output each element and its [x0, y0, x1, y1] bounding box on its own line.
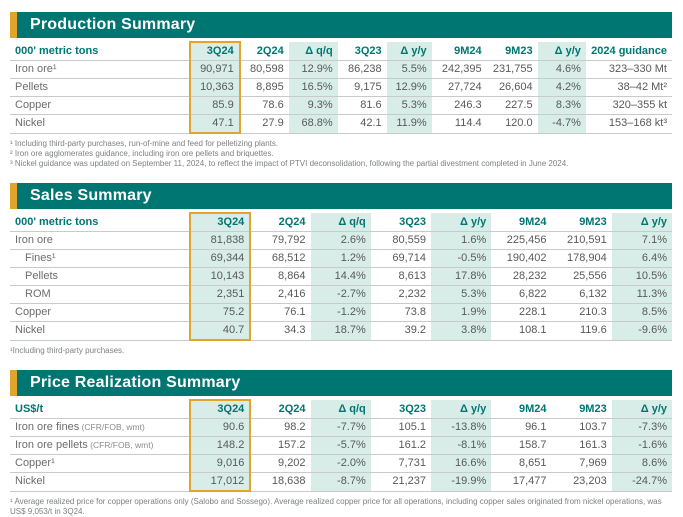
- column-header: 9M24: [491, 213, 551, 232]
- table-row: [10, 473, 672, 492]
- value-cell: 1.9%: [431, 304, 491, 322]
- value-cell: 4.2%: [538, 79, 586, 97]
- row-label-text: Pellets: [25, 270, 59, 282]
- value-cell: 190,402: [491, 250, 551, 268]
- table-row: [10, 322, 672, 341]
- value-cell: 12.9%: [387, 79, 432, 97]
- gold-accent-bar: [10, 12, 17, 38]
- value-cell: 38–42 Mt²: [586, 79, 672, 97]
- column-header: 2Q24: [240, 42, 289, 61]
- value-cell: 7.1%: [612, 232, 672, 250]
- value-cell: 9,175: [338, 79, 387, 97]
- value-cell: -19.9%: [431, 473, 491, 492]
- value-cell: 85.9: [190, 97, 240, 115]
- value-cell: 227.5: [487, 97, 538, 115]
- value-cell: 323–330 Mt: [586, 61, 672, 79]
- value-cell: 231,755: [487, 61, 538, 79]
- row-label: [10, 286, 190, 304]
- value-cell: 3.8%: [431, 322, 491, 341]
- column-header: 3Q23: [371, 213, 431, 232]
- value-cell: 228.1: [491, 304, 551, 322]
- column-header: 3Q23: [371, 400, 431, 419]
- row-label-note: (CFR/FOB, wmt): [87, 440, 154, 450]
- value-cell: 80,598: [240, 61, 289, 79]
- value-cell: 9,202: [250, 455, 310, 473]
- value-cell: 114.4: [432, 115, 487, 134]
- value-cell: 10.5%: [612, 268, 672, 286]
- value-cell: 12.9%: [289, 61, 338, 79]
- price-footnotes: [10, 497, 672, 517]
- value-cell: 5.3%: [387, 97, 432, 115]
- value-cell: 23,203: [551, 473, 611, 492]
- value-cell: -2.7%: [311, 286, 371, 304]
- table-row: [10, 115, 672, 134]
- value-cell: 75.2: [190, 304, 250, 322]
- value-cell: 8.6%: [612, 455, 672, 473]
- value-cell: 103.7: [551, 419, 611, 437]
- footnote-line: ¹Including third-party purchases.: [10, 346, 125, 355]
- value-cell: 7,731: [371, 455, 431, 473]
- value-cell: 81,838: [190, 232, 250, 250]
- table-header-row: [10, 213, 672, 232]
- column-header: 9M24: [491, 400, 551, 419]
- value-cell: -9.6%: [612, 322, 672, 341]
- value-cell: 69,714: [371, 250, 431, 268]
- footnote-line: ¹ Average realized price for copper operations only (Salobo and Sossego). Average realized copper price for all operations, including copper sales originated from nickel operations, was US$ 9,053/t in 3Q24.: [10, 497, 662, 516]
- value-cell: 119.6: [551, 322, 611, 341]
- column-header: Δ q/q: [311, 400, 371, 419]
- value-cell: 2.6%: [311, 232, 371, 250]
- value-cell: 90.6: [190, 419, 250, 437]
- table-row: [10, 232, 672, 250]
- row-label: [10, 455, 190, 473]
- value-cell: 96.1: [491, 419, 551, 437]
- value-cell: 73.8: [371, 304, 431, 322]
- value-cell: 27.9: [240, 115, 289, 134]
- value-cell: 98.2: [250, 419, 310, 437]
- value-cell: 8,613: [371, 268, 431, 286]
- value-cell: 242,395: [432, 61, 487, 79]
- gold-accent-bar: [10, 183, 17, 209]
- table-row: [10, 286, 672, 304]
- row-label: [10, 61, 190, 79]
- table-row: [10, 79, 672, 97]
- column-header: Δ y/y: [538, 42, 586, 61]
- value-cell: 105.1: [371, 419, 431, 437]
- value-cell: 2,351: [190, 286, 250, 304]
- footnote-line: ³ Nickel guidance was updated on September 11, 2024, to reflect the impact of PTVI deconsolidation, following the partial divestment completed in June 2024.: [10, 159, 569, 168]
- value-cell: 17.8%: [431, 268, 491, 286]
- value-cell: 11.9%: [387, 115, 432, 134]
- gold-accent-bar: [10, 370, 17, 396]
- row-label-text: Nickel: [15, 475, 45, 488]
- value-cell: 8.5%: [612, 304, 672, 322]
- value-cell: 78.6: [240, 97, 289, 115]
- value-cell: 5.5%: [387, 61, 432, 79]
- value-cell: 40.7: [190, 322, 250, 341]
- footnote-line: ² Iron ore agglomerates guidance, including iron ore pellets and briquettes.: [10, 149, 274, 158]
- production-footnotes: [10, 139, 672, 169]
- column-header: Δ y/y: [612, 400, 672, 419]
- table-body: [10, 232, 672, 341]
- value-cell: 18.7%: [311, 322, 371, 341]
- value-cell: -13.8%: [431, 419, 491, 437]
- value-cell: 246.3: [432, 97, 487, 115]
- column-header: 3Q24: [190, 213, 250, 232]
- value-cell: 157.2: [250, 437, 310, 455]
- row-label-text: Pellets: [15, 81, 49, 93]
- production-summary-section: [10, 12, 672, 169]
- row-label-text: Iron ore pellets: [15, 439, 88, 451]
- value-cell: 8,651: [491, 455, 551, 473]
- column-header: 2Q24: [250, 400, 310, 419]
- row-label: [10, 97, 190, 115]
- row-label: [10, 419, 190, 437]
- value-cell: 42.1: [338, 115, 387, 134]
- row-label-text: Iron ore fines: [15, 421, 80, 433]
- value-cell: 8,864: [250, 268, 310, 286]
- row-label-text: Iron ore: [15, 234, 53, 246]
- value-cell: 86,238: [338, 61, 387, 79]
- value-cell: -7.7%: [311, 419, 371, 437]
- table-row: [10, 304, 672, 322]
- table-body: [10, 419, 672, 492]
- row-label-text: Fines¹: [25, 252, 56, 264]
- value-cell: 10,363: [190, 79, 240, 97]
- value-cell: 6,822: [491, 286, 551, 304]
- value-cell: 5.3%: [431, 286, 491, 304]
- value-cell: -8.7%: [311, 473, 371, 492]
- value-cell: 14.4%: [311, 268, 371, 286]
- value-cell: 26,604: [487, 79, 538, 97]
- value-cell: 9.3%: [289, 97, 338, 115]
- table-row: [10, 268, 672, 286]
- sales-title-bar: [10, 183, 672, 209]
- value-cell: -2.0%: [311, 455, 371, 473]
- row-label-text: ROM: [25, 288, 51, 300]
- column-header: 9M23: [487, 42, 538, 61]
- value-cell: -4.7%: [538, 115, 586, 134]
- value-cell: 21,237: [371, 473, 431, 492]
- column-header: Δ y/y: [612, 213, 672, 232]
- value-cell: 1.6%: [431, 232, 491, 250]
- row-label-text: Nickel: [15, 324, 45, 337]
- value-cell: 210.3: [551, 304, 611, 322]
- value-cell: 16.5%: [289, 79, 338, 97]
- value-cell: 80,559: [371, 232, 431, 250]
- value-cell: 16.6%: [431, 455, 491, 473]
- value-cell: 68,512: [250, 250, 310, 268]
- table-header: [10, 400, 672, 419]
- unit-header-cell: 000' metric tons: [10, 213, 190, 232]
- value-cell: 4.6%: [538, 61, 586, 79]
- section-title: Price Realization Summary: [30, 374, 241, 391]
- row-label: [10, 304, 190, 322]
- row-label: [10, 437, 190, 455]
- row-label: [10, 268, 190, 286]
- row-label: [10, 232, 190, 250]
- value-cell: 320–355 kt: [586, 97, 672, 115]
- column-header: 9M24: [432, 42, 487, 61]
- value-cell: 161.2: [371, 437, 431, 455]
- value-cell: -8.1%: [431, 437, 491, 455]
- row-label-text: Iron ore¹: [15, 63, 57, 75]
- value-cell: 210,591: [551, 232, 611, 250]
- value-cell: 158.7: [491, 437, 551, 455]
- value-cell: 47.1: [190, 115, 240, 134]
- value-cell: 81.6: [338, 97, 387, 115]
- value-cell: 120.0: [487, 115, 538, 134]
- row-label-note: (CFR/FOB, wmt): [79, 422, 145, 432]
- value-cell: 10,143: [190, 268, 250, 286]
- value-cell: 8,895: [240, 79, 289, 97]
- table-row: [10, 97, 672, 115]
- column-header: Δ y/y: [431, 400, 491, 419]
- value-cell: 178,904: [551, 250, 611, 268]
- table-body: [10, 61, 672, 134]
- unit-header-cell: 000' metric tons: [10, 42, 190, 61]
- column-header: 2Q24: [250, 213, 310, 232]
- value-cell: 76.1: [250, 304, 310, 322]
- value-cell: -5.7%: [311, 437, 371, 455]
- value-cell: -1.6%: [612, 437, 672, 455]
- column-header: Δ y/y: [431, 213, 491, 232]
- row-label: [10, 473, 190, 492]
- value-cell: 9,016: [190, 455, 250, 473]
- value-cell: 153–168 kt³: [586, 115, 672, 134]
- row-label: [10, 250, 190, 268]
- value-cell: 27,724: [432, 79, 487, 97]
- value-cell: -7.3%: [612, 419, 672, 437]
- value-cell: 17,477: [491, 473, 551, 492]
- row-label-text: Copper¹: [15, 457, 55, 469]
- column-header: 2024 guidance: [586, 42, 672, 61]
- row-label-text: Copper: [15, 99, 52, 111]
- row-label: [10, 79, 190, 97]
- table-row: [10, 455, 672, 473]
- row-label-text: Nickel: [15, 117, 45, 130]
- value-cell: 17,012: [190, 473, 250, 492]
- value-cell: 79,792: [250, 232, 310, 250]
- column-header: 3Q23: [338, 42, 387, 61]
- sales-footnotes: [10, 346, 672, 356]
- value-cell: 8.3%: [538, 97, 586, 115]
- value-cell: 69,344: [190, 250, 250, 268]
- unit-header-cell: US$/t: [10, 400, 190, 419]
- column-header: 9M23: [551, 213, 611, 232]
- value-cell: 2,416: [250, 286, 310, 304]
- value-cell: 108.1: [491, 322, 551, 341]
- value-cell: 28,232: [491, 268, 551, 286]
- row-label: [10, 115, 190, 134]
- table-header-row: [10, 42, 672, 61]
- value-cell: 7,969: [551, 455, 611, 473]
- row-label-text: Copper: [15, 306, 52, 318]
- price-realization-section: [10, 370, 672, 517]
- value-cell: 1.2%: [311, 250, 371, 268]
- price-realization-table: [10, 399, 672, 492]
- table-row: [10, 61, 672, 79]
- sales-summary-table: [10, 212, 672, 341]
- production-title-bar: [10, 12, 672, 38]
- value-cell: 2,232: [371, 286, 431, 304]
- column-header: Δ q/q: [311, 213, 371, 232]
- value-cell: 39.2: [371, 322, 431, 341]
- value-cell: 68.8%: [289, 115, 338, 134]
- value-cell: -24.7%: [612, 473, 672, 492]
- table-row: [10, 250, 672, 268]
- value-cell: 161.3: [551, 437, 611, 455]
- value-cell: 25,556: [551, 268, 611, 286]
- table-header: [10, 42, 672, 61]
- price-title-bar: [10, 370, 672, 396]
- table-row: [10, 437, 672, 455]
- value-cell: -1.2%: [311, 304, 371, 322]
- table-row: [10, 419, 672, 437]
- table-header-row: [10, 400, 672, 419]
- column-header: Δ q/q: [289, 42, 338, 61]
- value-cell: -0.5%: [431, 250, 491, 268]
- value-cell: 6,132: [551, 286, 611, 304]
- value-cell: 225,456: [491, 232, 551, 250]
- value-cell: 90,971: [190, 61, 240, 79]
- table-header: [10, 213, 672, 232]
- section-title: Production Summary: [30, 16, 196, 33]
- section-title: Sales Summary: [30, 187, 152, 204]
- value-cell: 34.3: [250, 322, 310, 341]
- value-cell: 148.2: [190, 437, 250, 455]
- value-cell: 6.4%: [612, 250, 672, 268]
- column-header: Δ y/y: [387, 42, 432, 61]
- row-label: [10, 322, 190, 341]
- sales-summary-section: [10, 183, 672, 356]
- column-header: 9M23: [551, 400, 611, 419]
- column-header: 3Q24: [190, 400, 250, 419]
- footnote-line: ¹ Including third-party purchases, run-of-mine and feed for pelletizing plants.: [10, 139, 279, 148]
- value-cell: 18,638: [250, 473, 310, 492]
- value-cell: 11.3%: [612, 286, 672, 304]
- column-header: 3Q24: [190, 42, 240, 61]
- production-summary-table: [10, 41, 672, 134]
